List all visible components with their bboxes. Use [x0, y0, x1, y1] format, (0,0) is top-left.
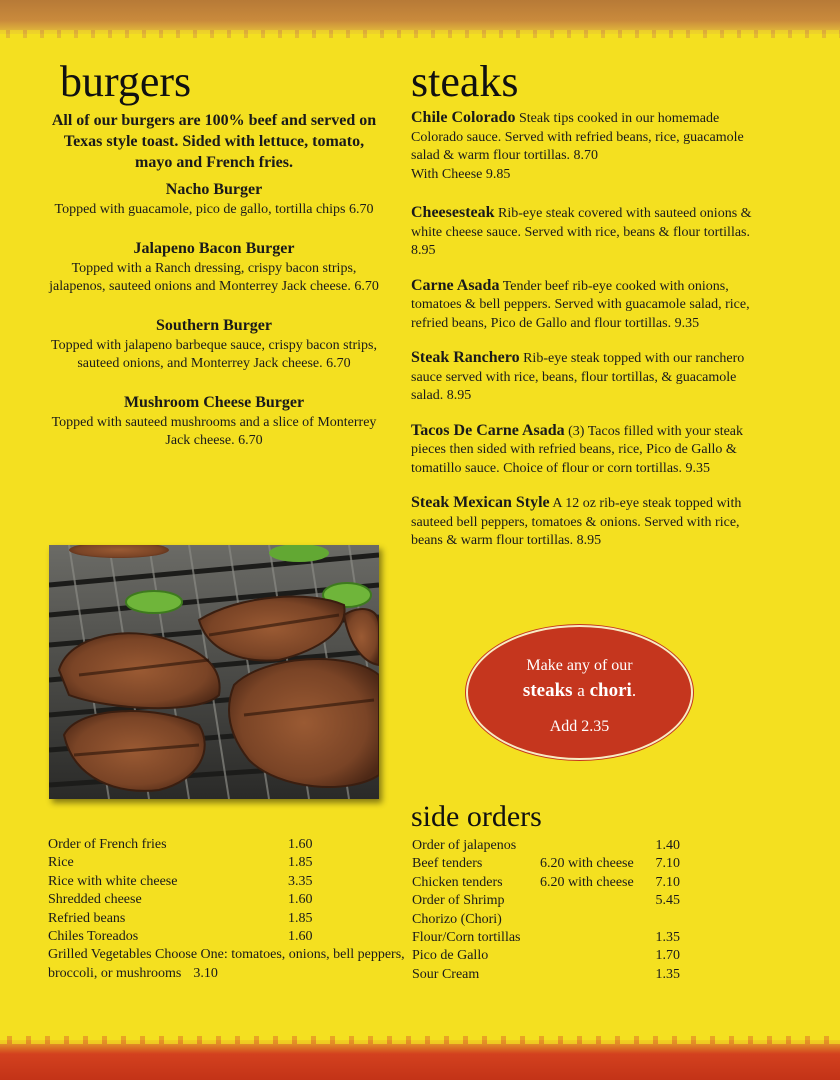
side-order-row: [412, 947, 682, 965]
side-order-name: Chorizo (Chori): [412, 911, 502, 927]
burgers-intro: All of our burgers are 100% beef and served on Texas style toast. Sided with lettuce, tomato, mayo and French fries.: [51, 112, 377, 171]
promo-a: a: [577, 681, 585, 700]
steak-item: [411, 494, 771, 551]
steak-item: [411, 109, 771, 184]
side-order-price: 1.70: [655, 948, 680, 964]
top-border: [0, 0, 840, 34]
side-order-row: [412, 911, 682, 929]
promo-period: .: [631, 681, 637, 700]
side-order-name: Refried beans: [48, 910, 126, 926]
side-order-price: 1.85: [288, 910, 313, 926]
chori-promo-badge: [466, 625, 693, 760]
burgers-section: [48, 110, 380, 469]
burger-item: [48, 392, 380, 451]
side-order-row: [48, 891, 408, 909]
steak-description: A 12 oz rib-eye steak topped with sauteed bell peppers, tomatoes & onions. Served with rice, beans & warm flour tortillas. 8.95: [411, 496, 742, 548]
side-order-price: 1.35: [655, 966, 680, 982]
steak-name: Tacos De Carne Asada: [411, 421, 565, 439]
side-order-name: Rice: [48, 855, 74, 871]
side-order-price: 1.35: [655, 929, 680, 945]
burger-item: [48, 238, 380, 297]
grilled-steak-illustration: [49, 545, 379, 799]
bottom-border: [0, 1040, 840, 1080]
promo-price: Add 2.35: [549, 718, 610, 735]
side-order-name: Order of jalapenos: [412, 838, 517, 853]
side-order-price: 1.40: [655, 838, 680, 853]
side-order-cheese-option: 6.20 with cheese: [540, 856, 634, 872]
steak-name: Cheesesteak: [411, 204, 495, 221]
side-order-name: Rice with white cheese: [48, 873, 178, 889]
steak-description: Tender beef rib-eye cooked with onions, tomatoes & bell peppers. Served with guacamole salad, rice, refried beans, Pico de Gallo and flour tortillas. 9.35: [411, 278, 750, 331]
steak-item: [411, 349, 771, 406]
steak-name: Steak Ranchero: [411, 349, 520, 366]
side-order-row: [412, 855, 682, 873]
steak-description: Rib-eye steak covered with sauteed onions & white cheese sauce. Served with rice, beans & flour tortillas. 8.95: [411, 206, 752, 258]
side-order-row: [48, 836, 408, 854]
promo-line-1: Make any of our: [526, 657, 633, 674]
side-order-name: Beef tenders: [412, 856, 483, 872]
burger-name: Nacho Burger: [165, 181, 263, 198]
burger-item: [48, 315, 380, 374]
grilled-steak-photo: [49, 545, 379, 799]
side-order-price: 7.10: [655, 856, 680, 872]
burgers-heading: burgers: [60, 57, 192, 106]
steaks-heading: steaks: [411, 57, 519, 106]
burger-name: Jalapeno Bacon Burger: [133, 239, 295, 257]
side-order-price: 3.35: [288, 873, 313, 889]
side-order-price: 1.60: [288, 892, 313, 908]
side-orders-left-list: [48, 836, 408, 983]
side-order-name: Shredded cheese: [48, 892, 142, 908]
steak-name: Chile Colorado: [411, 109, 516, 126]
side-order-name: Order of Shrimp: [412, 893, 505, 909]
burger-item: [48, 179, 380, 220]
steak-name: Carne Asada: [411, 276, 500, 294]
steak-extra-option: With Cheese 9.85: [411, 166, 511, 182]
side-order-cheese-option: 6.20 with cheese: [540, 874, 634, 890]
promo-line-2: [468, 680, 691, 702]
side-order-row: [412, 966, 682, 984]
steak-description: Steak tips cooked in our homemade Colorado sauce. Served with refried beans, rice, guacamole salad & warm flour tortillas. 8.70: [411, 111, 744, 163]
burger-description: Topped with sauteed mushrooms and a slice of Monterrey Jack cheese. 6.70: [51, 414, 377, 448]
side-order-price: 1.85: [288, 855, 313, 871]
steak-description: (3) Tacos filled with your steak pieces then sided with refried beans, rice, Pico de Gallo & tomatillo sauce. Choice of flour or corn tortillas. 9.35: [411, 423, 744, 476]
side-order-row-grilled-vegetables: [48, 946, 408, 983]
side-order-name: Grilled Vegetables Choose One: tomatoes, onions, bell peppers, broccoli, or mushrooms: [48, 947, 405, 981]
steak-item: [411, 422, 771, 479]
burger-name: Southern Burger: [156, 316, 272, 334]
steak-item: [411, 204, 771, 261]
side-order-row: [48, 854, 408, 872]
side-order-price: 1.60: [288, 928, 313, 944]
side-order-price: 3.10: [193, 965, 218, 981]
side-orders-heading: side orders: [411, 800, 542, 833]
steak-item: [411, 277, 771, 334]
side-order-name: Order of French fries: [48, 837, 167, 852]
side-order-row: [412, 837, 682, 855]
side-order-row: [48, 910, 408, 928]
steaks-section: [411, 109, 771, 567]
promo-steaks: steaks: [522, 680, 573, 701]
side-order-row: [48, 873, 408, 891]
side-order-name: Chiles Toreados: [48, 928, 139, 944]
side-order-name: Flour/Corn tortillas: [412, 929, 521, 945]
side-order-name: Chicken tenders: [412, 874, 503, 890]
side-order-price: 7.10: [655, 874, 680, 890]
burger-description: Topped with jalapeno barbeque sauce, crispy bacon strips, sauteed onions, and Monterrey Jack cheese. 6.70: [51, 337, 377, 371]
side-order-row: [412, 929, 682, 947]
burger-name: Mushroom Cheese Burger: [123, 393, 305, 411]
side-order-row: [48, 928, 408, 946]
burger-description: Topped with guacamole, pico de gallo, tortilla chips 6.70: [54, 202, 374, 217]
side-order-price: 1.60: [288, 837, 313, 852]
side-order-row: [412, 892, 682, 910]
promo-chori: chori: [589, 680, 632, 701]
side-orders-right-list: [412, 837, 682, 984]
steak-description: Rib-eye steak topped with our ranchero sauce served with rice, beans, flour tortillas, & guacamole salad. 8.95: [411, 351, 745, 403]
side-order-name: Pico de Gallo: [412, 948, 489, 964]
burger-description: Topped with a Ranch dressing, crispy bacon strips, jalapenos, sauteed onions and Monterrey Jack cheese. 6.70: [49, 260, 379, 294]
side-order-name: Sour Cream: [412, 966, 480, 982]
steak-name: Steak Mexican Style: [411, 494, 550, 511]
side-order-row: [412, 874, 682, 892]
side-order-price: 5.45: [655, 893, 680, 909]
